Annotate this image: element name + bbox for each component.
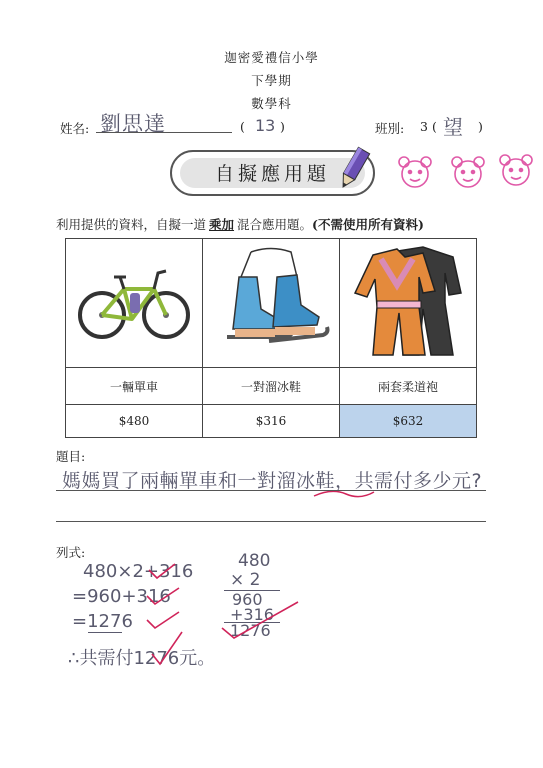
instruction bbox=[56, 215, 496, 233]
item-price: $480 bbox=[66, 405, 203, 438]
bicycle-icon bbox=[74, 257, 194, 347]
vertical-addend: +316 bbox=[230, 605, 274, 624]
subject: 數學科 bbox=[251, 96, 292, 111]
question-label: 題目: bbox=[56, 449, 86, 464]
result-underline bbox=[88, 632, 122, 633]
bear-stamp-icon bbox=[395, 152, 435, 192]
bear-stamp-icon bbox=[496, 150, 536, 190]
working-label: 列式: bbox=[56, 545, 86, 560]
pencil-icon bbox=[336, 146, 372, 192]
number-value: 13 bbox=[255, 116, 276, 135]
name-label: 姓名: bbox=[60, 121, 90, 136]
term: 下學期 bbox=[251, 73, 292, 88]
instruction-prefix: 利用提供的資料，自擬一道 bbox=[56, 217, 207, 232]
check-mark bbox=[218, 598, 302, 642]
class-paren-open: ( bbox=[432, 119, 437, 134]
vertical-top: 480 bbox=[238, 551, 271, 571]
item-image-cell bbox=[66, 239, 203, 368]
judo-uniform-icon bbox=[353, 243, 463, 361]
instruction-suffix: 混合應用題。 bbox=[237, 217, 313, 232]
class-paren-close: ) bbox=[478, 119, 483, 134]
vertical-multiplier: × 2 bbox=[230, 570, 261, 590]
name-value: 劉思達 bbox=[100, 112, 166, 136]
correction-mark bbox=[312, 486, 376, 502]
instruction-note: (不需使用所有資料) bbox=[312, 217, 424, 232]
item-price-highlighted: $632 bbox=[340, 405, 477, 438]
school-name: 迦密愛禮信小學 bbox=[224, 50, 319, 65]
working-line-2: =960+316 bbox=[72, 586, 171, 607]
vertical-product: 960 bbox=[232, 590, 263, 609]
working-line-3: =1276 bbox=[72, 611, 133, 632]
ice-skates-icon bbox=[211, 247, 331, 357]
section-title: 自擬應用題 bbox=[180, 158, 365, 188]
check-mark bbox=[150, 628, 186, 668]
class-section: 望 bbox=[443, 115, 463, 139]
item-image-cell bbox=[340, 239, 477, 368]
working-line-1: 480×2+316 bbox=[83, 561, 194, 582]
items-table bbox=[65, 238, 477, 438]
class-value: 3 bbox=[420, 119, 428, 134]
item-image-cell bbox=[203, 239, 340, 368]
instruction-keyword: 乘加 bbox=[209, 217, 235, 232]
vertical-sum: 1276 bbox=[230, 621, 271, 640]
answer-line-2 bbox=[56, 521, 486, 522]
name-underline bbox=[96, 132, 232, 133]
item-name: 兩套柔道袍 bbox=[340, 368, 477, 405]
item-name: 一輛單車 bbox=[66, 368, 203, 405]
item-price: $316 bbox=[203, 405, 340, 438]
number-close: ) bbox=[280, 119, 285, 134]
bear-stamp-icon bbox=[448, 152, 488, 192]
item-name: 一對溜冰鞋 bbox=[203, 368, 340, 405]
number-open: ( bbox=[240, 119, 245, 134]
question-text: 媽媽買了兩輛單車和一對溜冰鞋，共需付多少元? bbox=[62, 470, 483, 492]
class-label: 班別: bbox=[375, 121, 405, 136]
answer-line-1 bbox=[56, 490, 486, 491]
answer-statement: ∴共需付1276元。 bbox=[68, 648, 216, 669]
